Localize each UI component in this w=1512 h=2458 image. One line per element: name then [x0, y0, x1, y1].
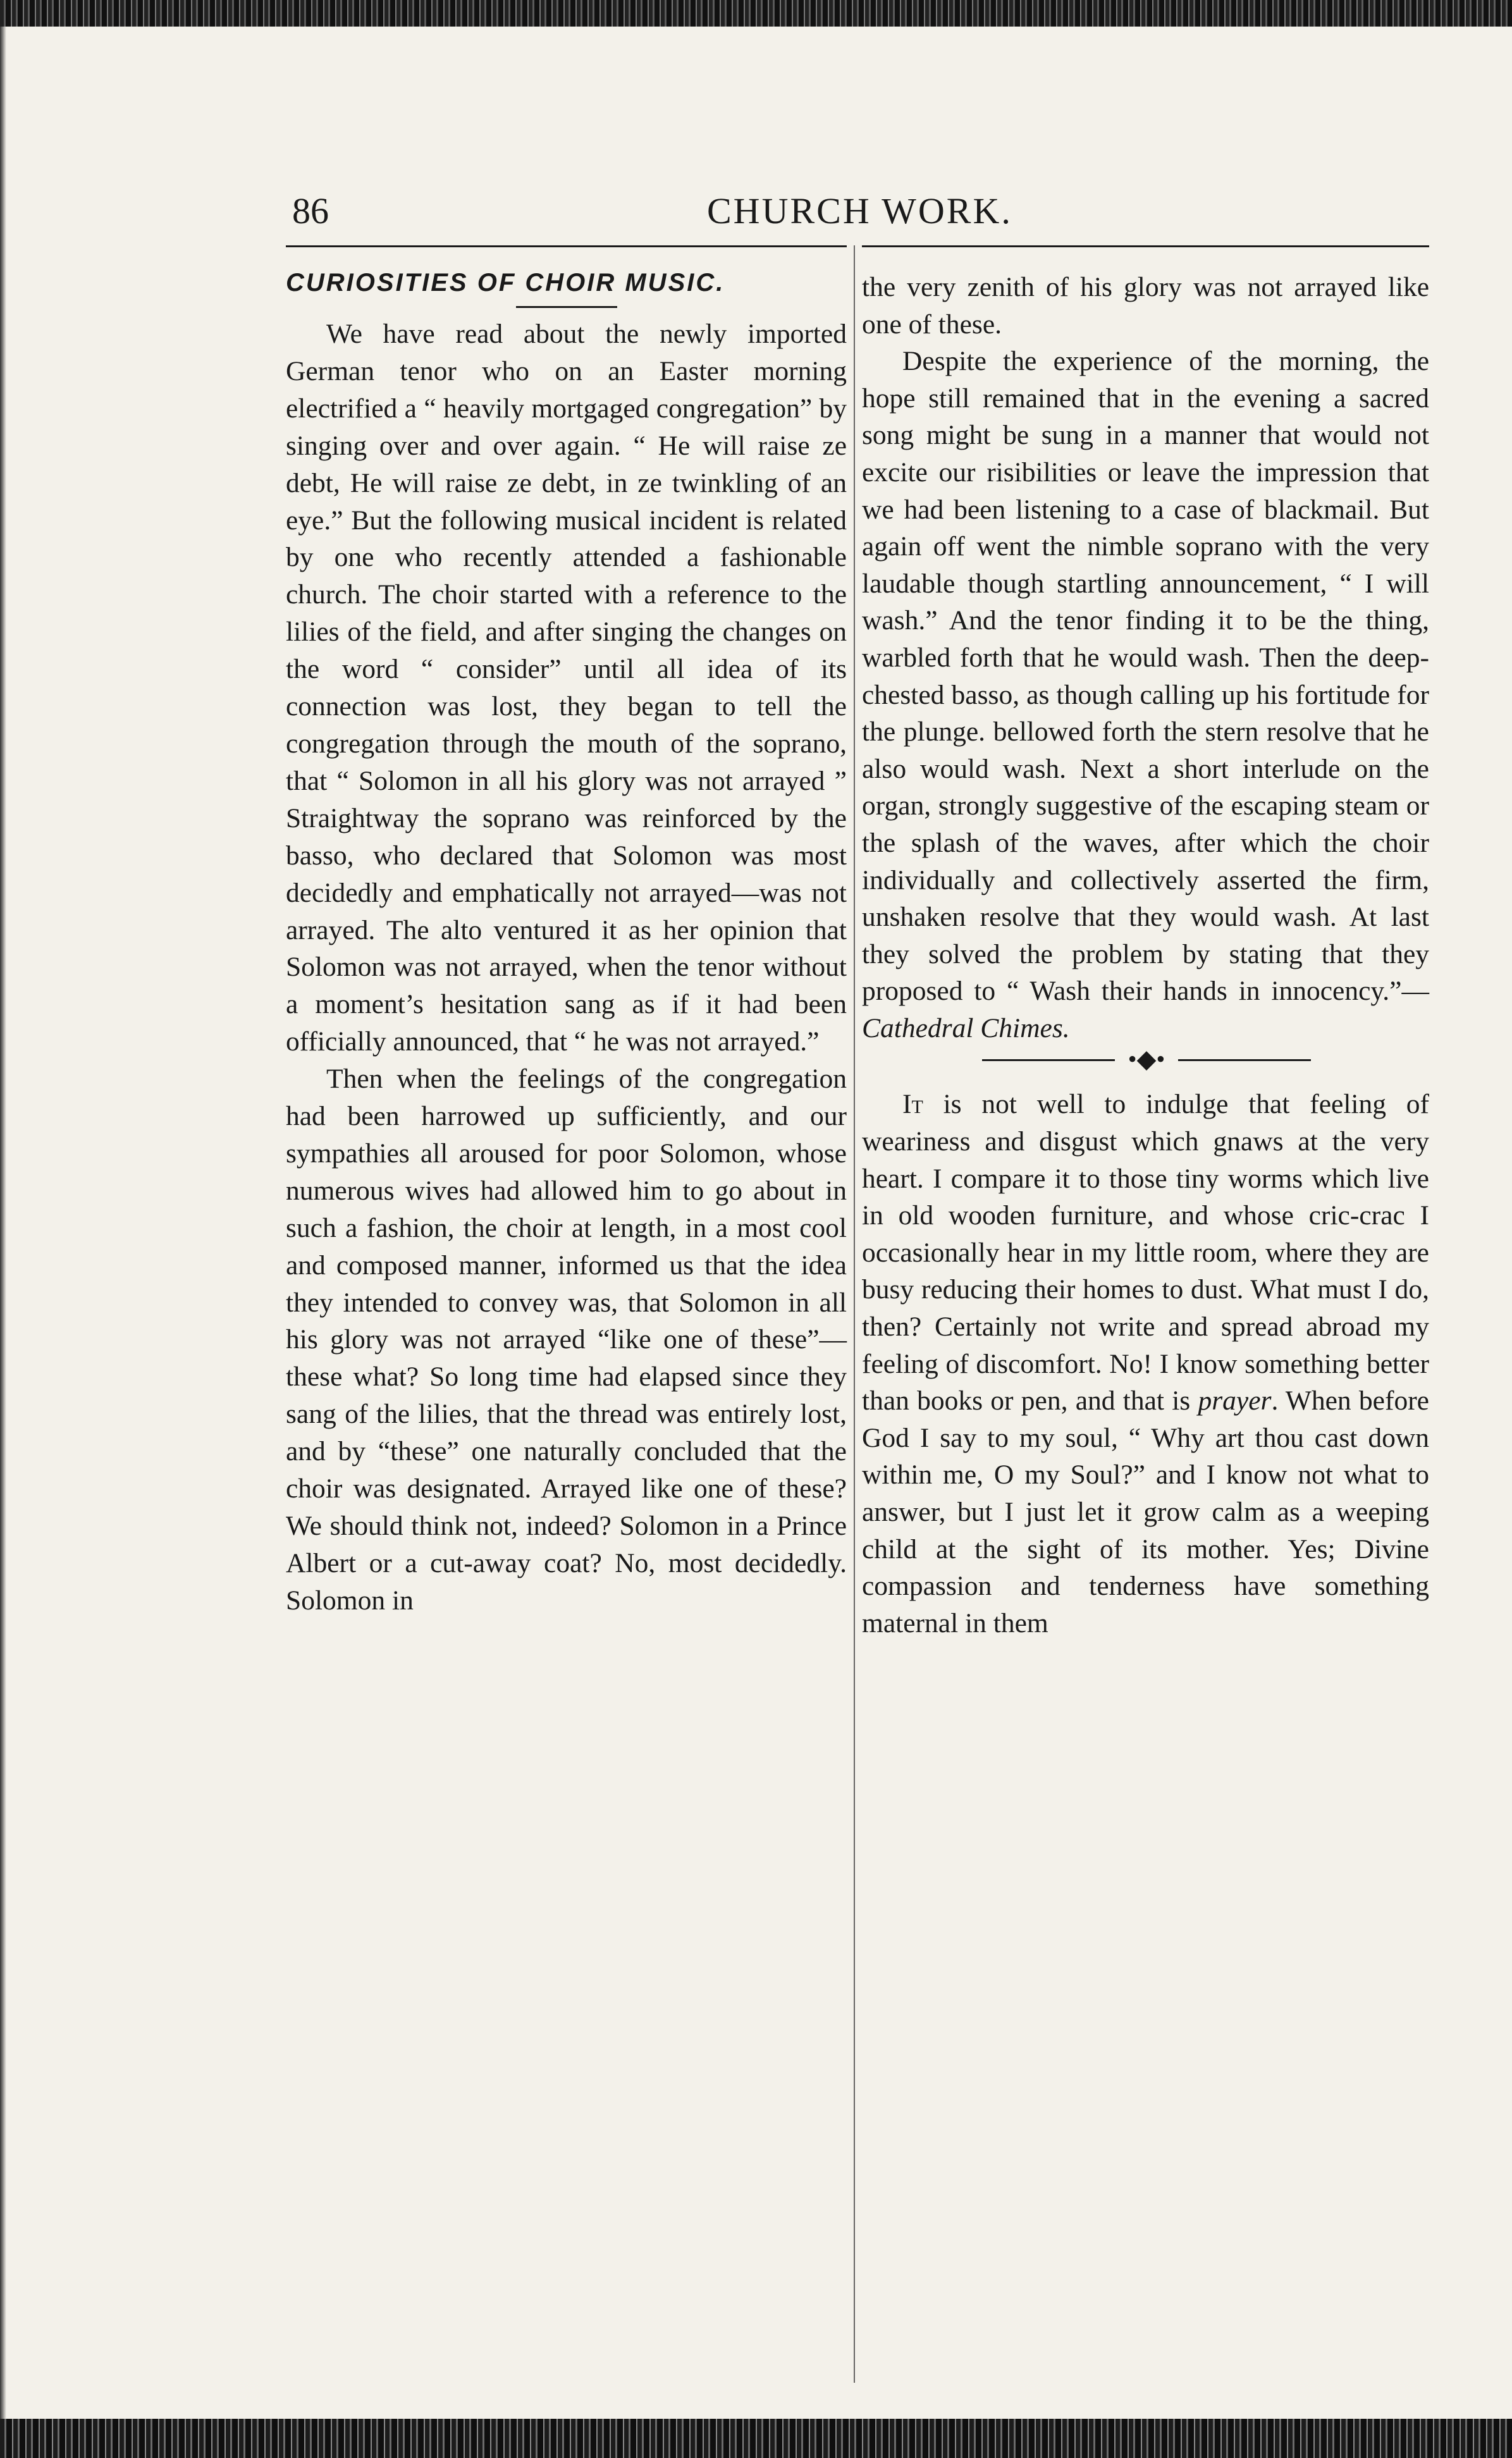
- lead-word: It: [902, 1089, 923, 1120]
- column-divider: [854, 245, 855, 2383]
- article-2-paragraph: [862, 1086, 1429, 1642]
- scan-border-left: [0, 27, 6, 2419]
- title-rule: [516, 306, 617, 308]
- article-2-text: is not well to indulge that feeling of weariness and disgust which gnaws at the very heart. I compare it to those tiny worms which live in old wooden furniture, and whose cric-crac I occasionally hear in my little room, where they are busy reducing their homes to dust. What must I do, then? Certainly not write and spread abroad my feeling of discomfort. No! I know something better than books or pen, and that is: [862, 1089, 1429, 1416]
- header-rule-right: [862, 245, 1429, 247]
- article-paragraph-2-continued: the very zenith of his glory was not arrayed like one of these.: [862, 272, 1429, 340]
- article-paragraph-1: We have read about the newly imported German tenor who on an Easter morning electrified a “ heavily mortgaged congregation” by singing over and over again. “ He will raise ze debt, He will raise ze debt, in ze twinkling of an eye.” But the following musical incident is related by one who recently attended a fashionable church. The choir started with a reference to the lilies of the field, and after singing the changes on the word “ consider” until all idea of its connection was lost, they began to tell the congregation through the mouth of the soprano, that “ Solomon in all his glory was not arrayed ” Straightway the soprano was reinforced by the basso, who declared that Solomon was most decidedly and emphatically not arrayed—was not arrayed. The alto ventured it as her opinion that Solomon was not arrayed, when the tenor without a moment’s hesitation sang as if it had been officially announced, that “ he was not arrayed.”: [286, 319, 847, 1057]
- emphasis-word: prayer: [1198, 1386, 1272, 1416]
- article-paragraph-3: [862, 343, 1429, 1047]
- scan-border-bottom: [0, 2419, 1512, 2458]
- left-column: [286, 269, 847, 1619]
- article-2-text-continued: . When before God I say to my soul, “ Why art thou cast down within me, O my Soul?” and I know not what to answer, but I just let it grow calm as a weeping child at the sight of its mother. Yes; Divine compassion and tenderness have something maternal in them: [862, 1386, 1429, 1638]
- article-paragraph-2: Then when the feelings of the congregation had been harrowed up sufficiently, and our sympathies all aroused for poor Solomon, whose numerous wives had allowed him to go about in such a fashion, the choir at length, in a most cool and composed manner, informed us that the idea they intended to convey was, that Solomon in all his glory was not arrayed “like one of these”—these what? So long time had elapsed since they sang of the lilies, that the thread was entirely lost, and by “these” one naturally concluded that the choir was designated. Arrayed like one of these? We should think not, indeed? Solomon in a Prince Albert or a cut-away coat? No, most decidedly. Solomon in: [286, 1064, 847, 1616]
- running-head: CHURCH WORK.: [707, 190, 1012, 231]
- scan-border-top: [0, 0, 1512, 27]
- page-number: 86: [292, 190, 329, 231]
- paragraph-3-text: Despite the experience of the morning, the hope still remained that in the evening a sacred song might be sung in a manner that would not excite our risibilities or leave the impression that we had been listening to a case of blackmail. But again off went the nimble soprano with the very laudable though startling announcement, “ I will wash.” And the tenor finding it to be the thing, warbled forth that he would wash. Then the deep-chested basso, as though calling up his fortitude for the plunge. bellowed forth the stern resolve that he also would wash. Next a short interlude on the organ, strongly suggestive of the escaping steam or the splash of the waves, after which the choir individually and collectively asserted the firm, unshaken resolve that they would wash. At last they solved the problem by stating that they proposed to “ Wash their hands in innocency.”—: [862, 346, 1429, 1007]
- article-title: CURIOSITIES OF CHOIR MUSIC.: [286, 269, 725, 297]
- header-rule-left: [286, 245, 847, 247]
- section-ornament: [862, 1045, 1429, 1074]
- ornament-glyph: •◆•: [1115, 1044, 1178, 1074]
- source-attribution: Cathedral Chimes.: [862, 1012, 1070, 1043]
- right-column: [862, 269, 1429, 1642]
